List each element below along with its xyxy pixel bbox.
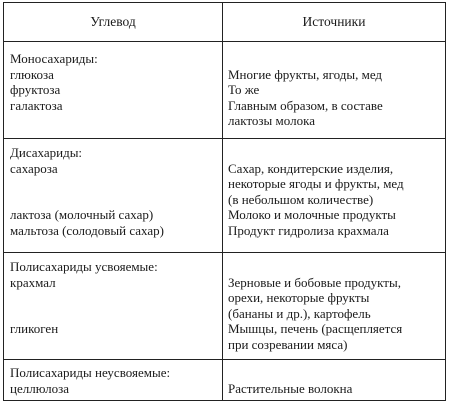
- carbohydrate-name: фруктоза: [10, 82, 61, 97]
- carbohydrate-name: целлюлоза: [10, 380, 69, 396]
- section-title: Моносахариды:: [10, 51, 98, 66]
- source-text: Сахар, кондитерские изделия,: [228, 160, 394, 176]
- carbohydrate-name: крахмал: [10, 274, 56, 290]
- source-text: орехи, некоторые фрукты: [228, 290, 370, 305]
- source-text: при созревании мяса): [228, 336, 348, 352]
- header-divider: [4, 41, 445, 42]
- section-divider: [4, 252, 445, 253]
- header-sources: Источники: [302, 14, 366, 29]
- source-text: Молоко и молочные продукты: [228, 207, 396, 222]
- source-text: Зерновые и бобовые продукты,: [228, 274, 401, 290]
- carbohydrate-name: сахароза: [10, 160, 58, 176]
- carbohydrate-name: мальтоза (солодовый сахар): [10, 222, 164, 238]
- section-title: Дисахариды:: [10, 145, 83, 160]
- source-text: Продукт гидролиза крахмала: [228, 222, 389, 238]
- section-divider: [4, 359, 445, 360]
- source-text: лактозы молока: [228, 113, 315, 128]
- source-text: некоторые ягоды и фрукты, мед: [228, 176, 404, 191]
- column-divider: [222, 3, 223, 400]
- source-text: Многие фрукты, ягоды, мед: [228, 66, 383, 82]
- carbohydrate-name: галактоза: [10, 97, 63, 113]
- section-title: Полисахариды усвояемые:: [10, 259, 158, 274]
- source-text: То же: [228, 82, 260, 97]
- section-divider: [4, 138, 445, 139]
- carbohydrate-name: гликоген: [10, 321, 59, 336]
- source-text: (бананы и др.), картофель: [228, 305, 371, 321]
- source-text: Главным образом, в составе: [228, 97, 383, 113]
- header-carbohydrate: Углевод: [90, 14, 136, 29]
- carbohydrate-name: глюкоза: [10, 66, 54, 82]
- carbohydrates-table: [3, 2, 446, 401]
- section-title: Полисахариды неусвояемые:: [10, 365, 171, 380]
- source-text: Растительные волокна: [228, 380, 353, 396]
- source-text: Мышцы, печень (расщепляется: [228, 321, 403, 336]
- source-text: (в небольшом количестве): [228, 191, 374, 207]
- carbohydrate-name: лактоза (молочный сахар): [10, 207, 154, 222]
